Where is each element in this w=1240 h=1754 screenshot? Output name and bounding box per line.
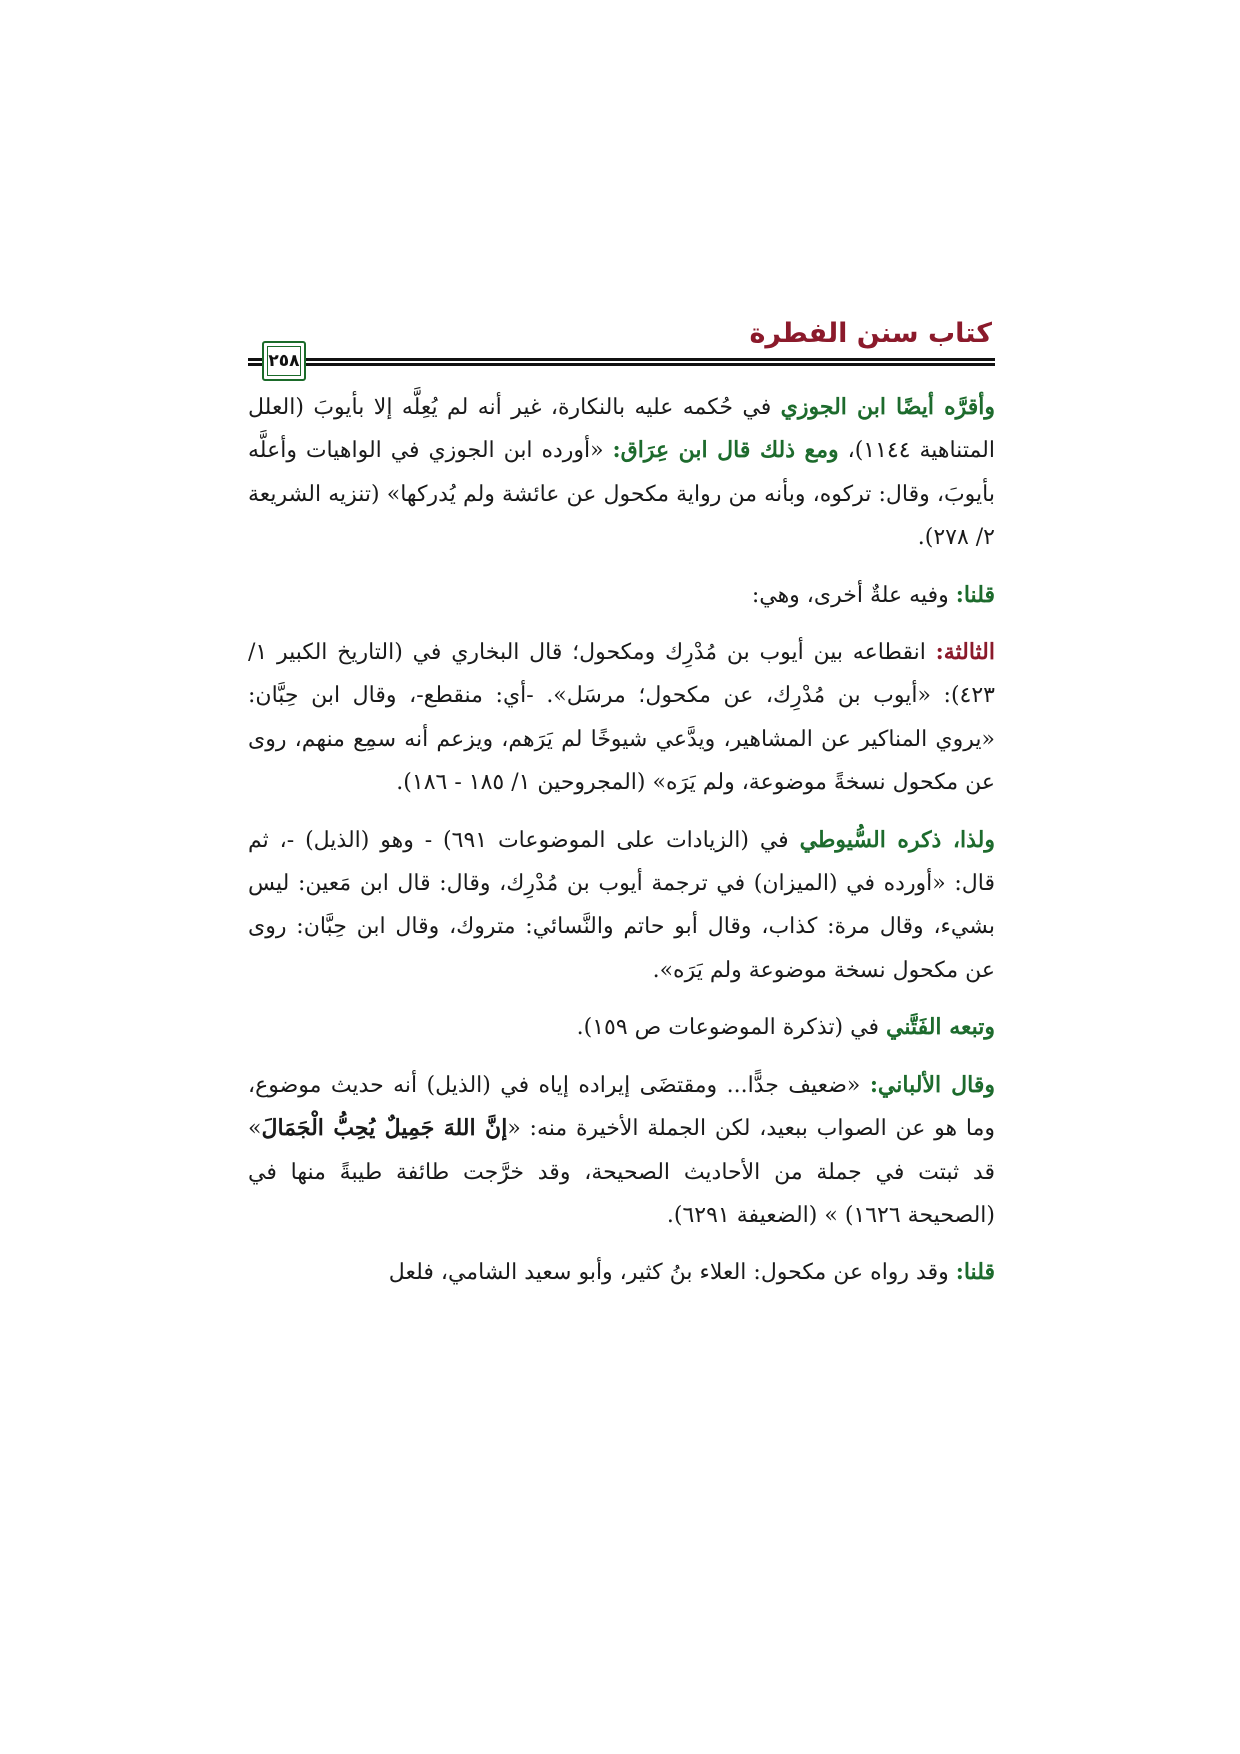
highlight-phrase: وتبعه الفَتَّني (885, 1014, 995, 1041)
page-number-badge (262, 341, 306, 381)
body-text-run: » قد ثبتت في جملة من الأحاديث الصحيحة، وقد خرَّجت طائفة طيبةً منها في (الصحيحة ١٦٢٦) » (الضعيفة ٦٢٩١). (248, 1116, 995, 1228)
body-text-run: في حُكمه عليه بالنكارة، غير أنه لم يُعِلَّه إلا بأيوبَ (العلل المتناهية ١١٤٤)، (248, 395, 995, 464)
body-text-run: «ضعيف جدًّا... ومقتضَى إيراده إياه في (الذيل) أنه حديث موضوع، وما هو عن الصواب ببعيد، لكن الجملة الأخيرة منه: « (248, 1072, 995, 1142)
body-text-run: «أورده ابن الجوزي في الواهيات وأعلَّه بأيوبَ، وقال: تركوه، وبأنه من رواية مكحول عن عائشة ولم يُدركها» (تنزيه الشريعة ٢/ ٢٧٨). (248, 438, 995, 551)
body-text-run: في (تذكرة الموضوعات ص ١٥٩). (576, 1015, 886, 1041)
body-text (248, 386, 995, 1309)
book-title: كتاب سنن الفطرة (749, 318, 992, 349)
highlight-phrase: قلنا: (955, 1259, 995, 1286)
body-text-run: في (الزيادات على الموضوعات ٦٩١) - وهو (الذيل) -، ثم قال: «أورده في (الميزان) في ترجمة أيوب بن مُدْرِك، وقال: قال ابن مَعين: ليس بشيء، وقال مرة: كذاب، وقال أبو حاتم والنَّسائي: متروك، وقال ابن حِبَّان: روى عن مكحول نسخة موضوعة ولم يَرَه». (248, 827, 995, 983)
header-double-rule (300, 358, 995, 366)
page-number: ٢٥٨ (268, 351, 300, 371)
paragraph-4 (248, 819, 995, 993)
highlight-phrase: وأقرَّه أيضًا ابن الجوزي (780, 394, 995, 420)
paragraph-3 (248, 631, 995, 805)
paragraph-7 (248, 1251, 995, 1294)
body-text-run: وقد رواه عن مكحول: العلاء بنُ كثير، وأبو سعيد الشامي، فلعل (388, 1260, 956, 1286)
section-label: الثالثة: (935, 639, 995, 666)
paragraph-5 (248, 1006, 995, 1049)
paragraph-1 (248, 386, 995, 560)
paragraph-2 (248, 574, 995, 617)
highlight-phrase: قلنا: (955, 581, 995, 608)
highlight-phrase: ولذا، ذكره السُّيوطي (799, 826, 995, 853)
paragraph-6 (248, 1064, 995, 1238)
body-text-run: وفيه علةٌ أخرى، وهي: (751, 582, 956, 608)
hadith-quote: إنَّ اللهَ جَمِيلٌ يُحِبُّ الْجَمَالَ (261, 1115, 508, 1142)
body-text-run: انقطاعه بين أيوب بن مُدْرِك ومكحول؛ قال البخاري في (التاريخ الكبير ١/ ٤٢٣): «أيوب بن مُدْرِك، عن مكحول؛ مرسَل». -أي: منقطع-، وقال ابن حِبَّان: «يروي المناكير عن المشاهير، ويدَّعي شيوخًا لم يَرَهم، ويزعم أنه سمِع منهم، روى عن مكحول نسخةً موضوعة، ولم يَرَه» (المجروحين ١/ ١٨٥ - ١٨٦). (248, 640, 995, 796)
highlight-phrase: ومع ذلك قال ابن عِرَاق: (612, 437, 839, 464)
highlight-phrase: وقال الألباني: (869, 1071, 995, 1098)
